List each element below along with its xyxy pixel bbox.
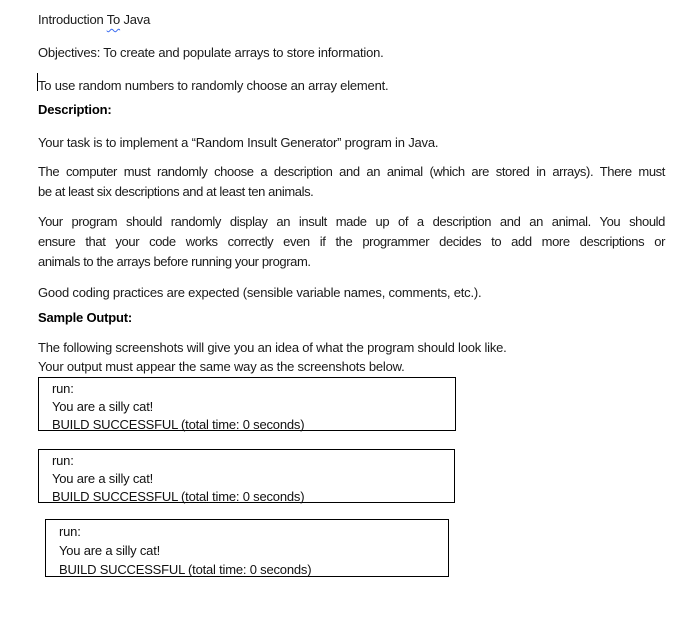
- paragraph-line: The following screenshots will give you an idea of what the program should look like.: [38, 340, 507, 355]
- paragraph-task: Your task is to implement a “Random Insult Generator” program in Java.: [38, 135, 439, 150]
- paragraph-random-numbers: To use random numbers to randomly choose an array element.: [38, 78, 389, 93]
- paragraph-screenshots: [38, 339, 665, 376]
- spell-flagged-word: To: [106, 12, 121, 27]
- paragraph-line: The computer must randomly choose a description and an animal (which are stored in arrays). There must: [38, 164, 665, 179]
- console-line: You are a silly cat!: [59, 543, 161, 558]
- paragraph-line: Your output must appear the same way as the screenshots below.: [38, 358, 405, 374]
- paragraph-good-practices: Good coding practices are expected (sensible variable names, comments, etc.).: [38, 285, 482, 300]
- console-line: run:: [59, 524, 81, 539]
- paragraph-line: animals to the arrays before running your program.: [38, 254, 311, 269]
- console-line: You are a silly cat!: [52, 471, 154, 486]
- console-output-box: [45, 519, 449, 577]
- paragraph-line: Your program should randomly display an insult made up of a description and an animal. You should: [38, 214, 665, 229]
- sample-output-heading: Sample Output:: [38, 310, 132, 325]
- paragraph-computer: [38, 162, 665, 202]
- paragraph-line: ensure that your code works correctly even if the programmer decides to add more descriptions or: [38, 234, 665, 249]
- console-line: run:: [52, 453, 74, 468]
- paragraph-program: [38, 212, 665, 272]
- console-line: BUILD SUCCESSFUL (total time: 0 seconds): [52, 417, 305, 432]
- paragraph-line: be at least six descriptions and at least ten animals.: [38, 184, 314, 199]
- console-line: run:: [52, 381, 74, 396]
- document-title: [38, 10, 665, 30]
- console-line: BUILD SUCCESSFUL (total time: 0 seconds): [59, 562, 312, 577]
- console-line: You are a silly cat!: [52, 399, 154, 414]
- title-text-post: Java: [120, 12, 151, 27]
- console-output-box: [38, 449, 455, 503]
- title-text-pre: Introduction: [38, 12, 107, 27]
- paragraph-objectives: Objectives: To create and populate arrays to store information.: [38, 45, 384, 60]
- console-line: BUILD SUCCESSFUL (total time: 0 seconds): [52, 489, 305, 504]
- description-heading: Description:: [38, 102, 112, 117]
- console-output-box: [38, 377, 456, 431]
